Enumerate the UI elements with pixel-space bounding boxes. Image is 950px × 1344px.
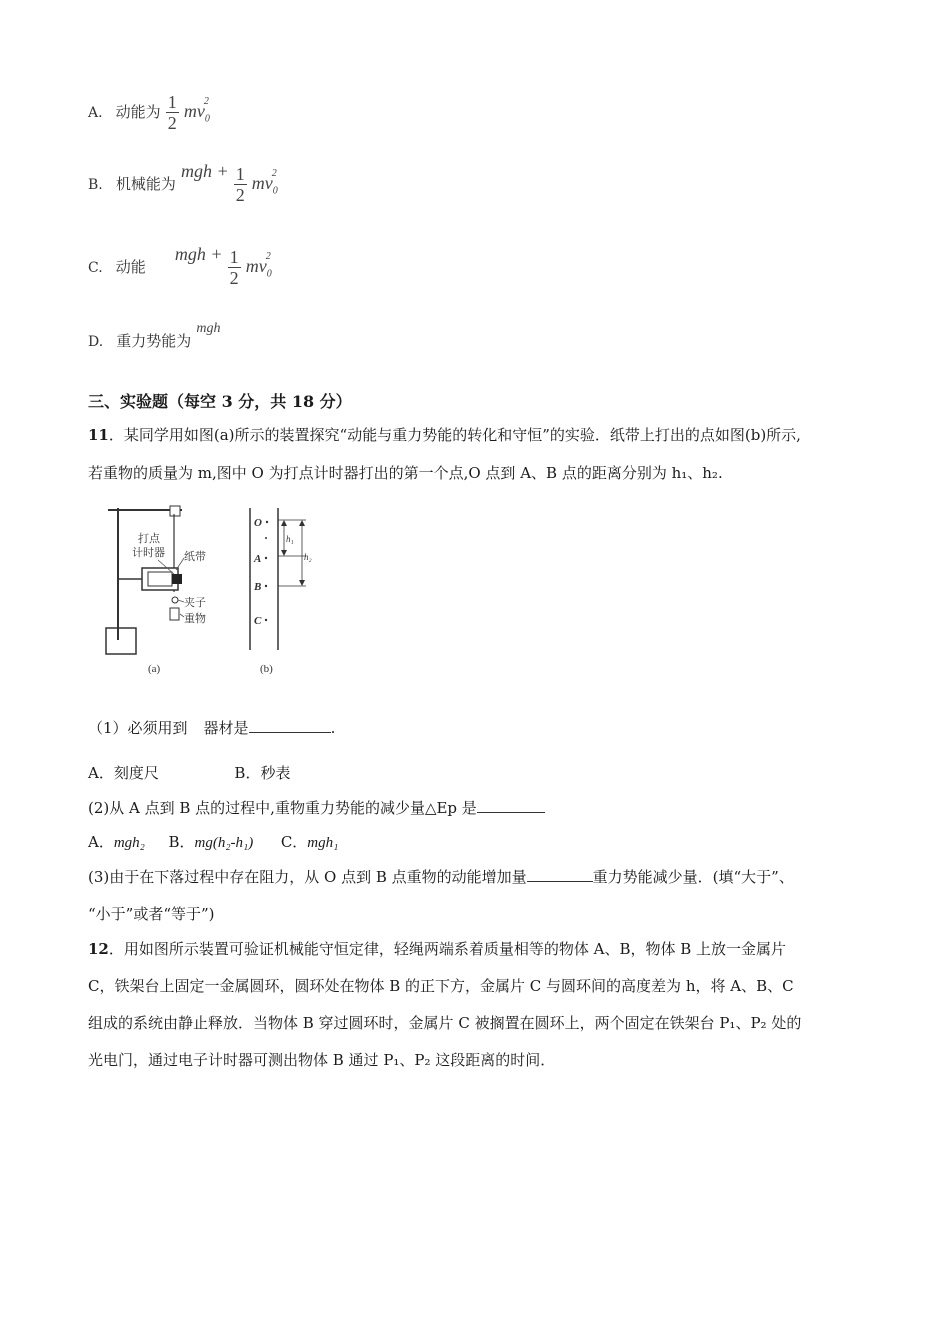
option-d <box>88 321 221 351</box>
label-tape: 纸带 <box>184 550 206 563</box>
q12-line4: 光电门，通过电子计时器可测出物体 B 通过 P₁、P₂ 这段距离的时间． <box>88 1051 556 1069</box>
label-dadian: 打点 <box>138 532 160 545</box>
q11-sub3-line1: (3)由于在下落过程中存在阻力，从 O 点到 B 点重物的动能增加量 重力势能减少量．(填“大于”、 <box>88 868 794 886</box>
option-d-text: 重力势能为 <box>116 332 192 350</box>
q12-number: 12 <box>88 940 109 958</box>
caption-b: (b) <box>260 663 273 675</box>
label-h1: h₁ <box>286 534 294 544</box>
q11-sub3-line2: “小于”或者“等于”) <box>88 905 215 923</box>
label-weight: 重物 <box>184 612 206 625</box>
mgh-plus-term: mgh + <box>180 161 229 181</box>
mv-term: $mv_0^2$ <box>183 96 210 125</box>
q11-line2: 若重物的质量为 m,图中 O 为打点计时器打出的第一个点,O 点到 A、B 点的距离分别为 h₁、h₂. <box>88 464 723 482</box>
option-a-text: 动能为 <box>115 103 161 121</box>
timer-head <box>172 574 182 584</box>
sub1-option-a: A．刻度尺 <box>88 764 159 782</box>
q11-sub1: （1）必须用到 器材是 . <box>88 719 336 737</box>
label-h2: h₂ <box>304 552 312 562</box>
point-c: C <box>254 615 262 627</box>
option-d-label: D. <box>88 334 104 350</box>
option-b <box>88 161 283 205</box>
answer-blank-1[interactable] <box>249 718 331 733</box>
q11-sub2: (2)从 A 点到 B 点的过程中,重物重力势能的减少量△Ep 是 <box>88 797 545 818</box>
half-fraction: $\frac{1}{2}$ <box>167 92 177 133</box>
mgh-term: mgh <box>196 321 221 336</box>
q11-sub1-options <box>88 762 290 783</box>
option-a-label: A. <box>88 105 103 121</box>
caption-a: (a) <box>148 663 161 675</box>
point-o: O <box>254 517 262 529</box>
mv-term: $mv_0^2$ <box>245 251 272 280</box>
mgh-plus-term: mgh + <box>174 244 223 264</box>
clip <box>172 597 178 603</box>
option-b-label: B. <box>88 177 103 193</box>
mv-term: $mv_0^2$ <box>251 168 278 197</box>
option-c-label: C. <box>88 260 103 276</box>
weight <box>170 608 179 620</box>
half-fraction: $\frac{1}{2}$ <box>229 247 239 288</box>
q12-line3: 组成的系统由静止释放．当物体 B 穿过圆环时，金属片 C 被搁置在圆环上，两个固定在铁架台 P₁、P₂ 处的 <box>88 1014 802 1032</box>
sub2-option-a: A．mgh₂ <box>88 833 145 851</box>
answer-blank-3[interactable] <box>527 867 593 882</box>
q11-line1: 11．某同学用如图(a)所示的装置探究“动能与重力势能的转化和守恒”的实验．纸带上打出的点如图(b)所示, <box>88 426 801 444</box>
option-a <box>88 93 215 132</box>
base-stand <box>106 628 136 654</box>
option-c <box>88 244 277 288</box>
timer-inner <box>148 572 172 586</box>
q12-line2: C，铁架台上固定一金属圆环，圆环处在物体 B 的正下方，金属片 C 与圆环间的高度差为 h，将 A、B、C <box>88 977 794 995</box>
figure-b-tape <box>240 500 320 678</box>
section-heading: 三、实验题（每空 3 分，共 18 分） <box>88 392 352 411</box>
option-b-text: 机械能为 <box>115 175 176 193</box>
point-a: A <box>254 553 262 565</box>
q11-number: 11 <box>88 426 109 444</box>
sub2-option-b: B．mg(h₂-h₁) <box>168 833 254 851</box>
q11-sub2-options <box>88 831 338 852</box>
half-fraction: $\frac{1}{2}$ <box>235 164 245 205</box>
q12-line1: 12．用如图所示装置可验证机械能守恒定律，轻绳两端系着质量相等的物体 A、B，物体 B 上放一金属片 <box>88 940 787 958</box>
clamp-top <box>170 506 180 516</box>
sub2-option-c: C．mgh₁ <box>280 833 339 851</box>
answer-blank-2[interactable] <box>477 798 545 813</box>
label-clip: 夹子 <box>184 596 206 609</box>
label-timer: 计时器 <box>132 546 165 559</box>
sub1-option-b: B．秒表 <box>234 764 291 782</box>
point-b: B <box>254 581 262 593</box>
option-c-text: 动能 <box>115 258 146 276</box>
figure-a-apparatus <box>98 500 220 678</box>
